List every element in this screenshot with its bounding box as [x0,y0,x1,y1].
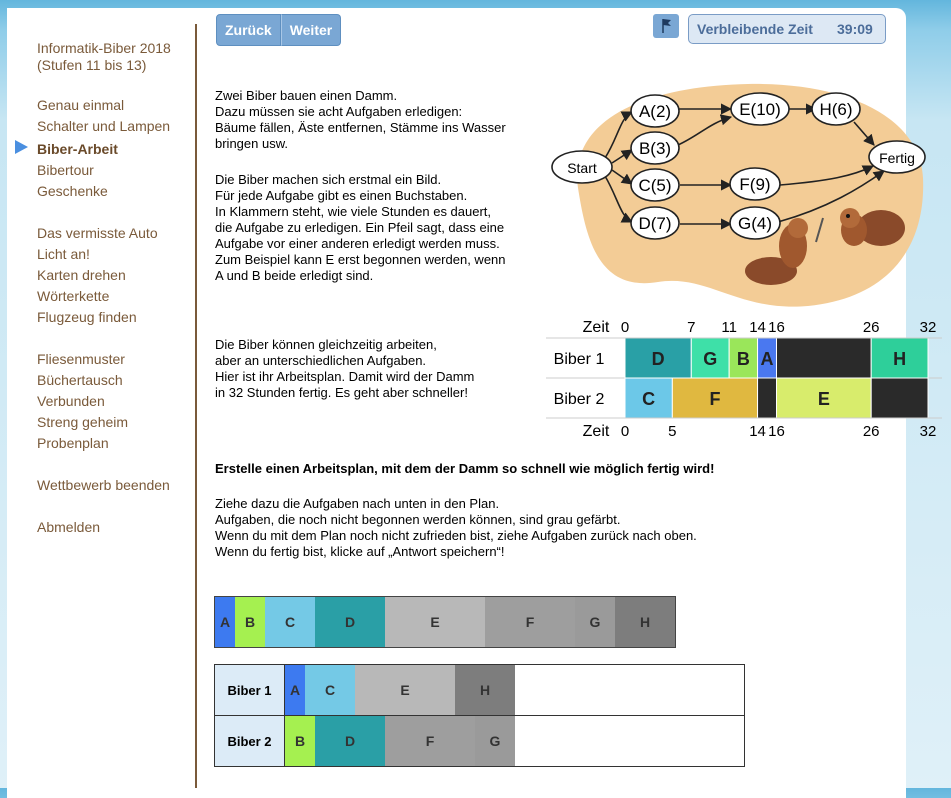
tick-label: 32 [919,423,937,440]
tick-label: 14 [749,319,766,336]
gantt-bar-label: G [703,349,718,369]
graph-node-label: D(7) [638,214,672,233]
row-task-slots[interactable] [285,716,515,766]
graph-node-label: Fertig [879,150,915,166]
task-block-b[interactable]: B [235,597,265,647]
gantt-bar [777,338,872,378]
gantt-bar-label: D [651,349,665,369]
flag-icon [653,14,679,38]
tick-label: 0 [620,423,630,440]
plan-task-block-f[interactable]: F [385,716,475,766]
text-line: Zum Beispiel kann E erst begonnen werden, wenn [215,252,506,267]
text-line: A und B beide erledigt sind. [215,268,374,283]
plan-task-block-e[interactable]: E [355,665,455,715]
gantt-bar-label: A [760,349,774,369]
task-block-a[interactable]: A [215,597,235,647]
work-plan-row-biber-2 [215,715,744,766]
text-line: In Klammern steht, wie viele Stunden es dauert, [215,204,492,219]
task-pool [214,596,676,648]
plan-task-block-b[interactable]: B [285,716,315,766]
sidebar-item-licht-an[interactable]: Licht an! [37,246,90,262]
task-block-c[interactable]: C [265,597,315,647]
sidebar-item-bibertour[interactable]: Bibertour [37,162,94,178]
contest-subtitle: (Stufen 11 bis 13) [37,57,147,73]
plan-task-block-a[interactable]: A [285,665,305,715]
tick-label: 26 [862,423,880,440]
text-line: Hier ist ihr Arbeitsplan. Damit wird der Damm [215,369,475,384]
plan-explanation-paragraph [215,337,474,401]
graph-node-label: G(4) [738,214,772,233]
remaining-time-value: 39:09 [837,21,873,37]
text-line: in 32 Stunden fertig. Es geht aber schneller! [215,385,468,400]
contest-title: Informatik-Biber 2018 [37,40,171,56]
tick-label: 0 [620,319,630,336]
back-button[interactable]: Zurück [216,14,281,46]
plan-task-block-h[interactable]: H [455,665,515,715]
nav-button-group [216,14,341,44]
current-item-arrow-icon [15,140,28,154]
gantt-bar-label: E [817,389,830,409]
next-button[interactable]: Weiter [281,14,342,46]
gantt-row-label: Biber 2 [553,391,605,408]
time-axis-label-bottom: Zeit [582,423,610,440]
sidebar-item-woerterkette[interactable]: Wörterkette [37,288,110,304]
sidebar-item-abmelden[interactable]: Abmelden [37,519,101,535]
row-label: Biber 1 [215,665,285,715]
top-tick-labels [621,319,937,336]
graph-node-label: A(2) [638,102,672,121]
task-block-f[interactable]: F [485,597,575,647]
sidebar-item-flugzeug-finden[interactable]: Flugzeug finden [37,309,137,325]
remaining-time-label: Verbleibende Zeit [697,21,813,37]
graph-node-label: E(10) [739,100,781,119]
tick-label: 16 [768,319,785,336]
text-line: Aufgaben, die noch nicht begonnen werden können, sind grau gefärbt. [215,512,621,527]
row-label: Biber 2 [215,716,285,766]
text-line: Die Biber machen sich erstmal ein Bild. [215,172,442,187]
gantt-bar-label: F [709,389,721,409]
task-block-h[interactable]: H [615,597,675,647]
gantt-bar-label: B [736,349,750,369]
text-line: Ziehe dazu die Aufgaben nach unten in den Plan. [215,496,500,511]
tick-label: 7 [687,319,696,336]
sidebar-item-verbunden[interactable]: Verbunden [37,393,105,409]
text-line: Wenn du mit dem Plan noch nicht zufrieden bist, ziehe Aufgaben zurück nach oben. [215,528,697,543]
intro-paragraph [215,88,506,152]
sidebar-item-biber-arbeit[interactable]: Biber-Arbeit [37,141,118,157]
task-dependency-graph [548,78,928,312]
sidebar-item-wettbewerb-beenden[interactable]: Wettbewerb beenden [37,477,170,493]
tick-label: 16 [768,423,785,440]
task-block-g[interactable]: G [575,597,615,647]
plan-task-block-d[interactable]: D [315,716,385,766]
gantt-bar [758,378,777,418]
tick-label: 11 [721,319,737,336]
gantt-row-label: Biber 1 [553,351,605,368]
text-line: Für jede Aufgabe gibt es einen Buchstaben. [215,188,468,203]
remaining-time-box [688,14,886,44]
work-plan-row-biber-1 [215,665,744,715]
text-line: Dazu müssen sie acht Aufgaben erledigen: [215,104,463,119]
gantt-bar-label: C [642,389,656,409]
task-block-d[interactable]: D [315,597,385,647]
sidebar-item-probenplan[interactable]: Probenplan [37,435,109,451]
text-line: Aufgabe vor einer anderen erledigt werden muss. [215,236,500,251]
tick-label: 5 [668,423,677,440]
flag-button[interactable] [653,14,679,38]
text-line: Die Biber können gleichzeitig arbeiten, [215,337,437,352]
tick-label: 32 [919,319,937,336]
graph-node-label: B(3) [638,139,672,158]
text-line: aber an unterschiedlichen Aufgaben. [215,353,427,368]
graph-explanation-paragraph [215,172,506,284]
sidebar-item-das-vermisste-auto[interactable]: Das vermisste Auto [37,225,158,241]
bottom-tick-labels [621,423,937,440]
plan-task-block-c[interactable]: C [305,665,355,715]
time-axis-label-top: Zeit [582,319,610,336]
sidebar-item-schalter-und-lampen[interactable]: Schalter und Lampen [37,118,171,134]
gantt-bar [871,378,928,418]
graph-node-label: F(9) [739,175,771,194]
text-line: bringen usw. [215,136,288,151]
task-instruction: Erstelle einen Arbeitsplan, mit dem der Damm so schnell wie möglich fertig wird! [215,461,715,476]
gantt-bar-label: H [893,349,907,369]
sidebar-divider [195,24,197,788]
text-line: Zwei Biber bauen einen Damm. [215,88,398,103]
work-plan [214,664,745,767]
graph-node-label: C(5) [638,176,672,195]
sidebar-item-genau-einmal[interactable]: Genau einmal [37,97,125,113]
task-block-e[interactable]: E [385,597,485,647]
sidebar-item-streng-geheim[interactable]: Streng geheim [37,414,129,430]
sidebar-item-fliesenmuster[interactable]: Fliesenmuster [37,351,125,367]
text-line: Bäume fällen, Äste entfernen, Stämme ins Wasser [215,120,506,135]
text-line: Wenn du fertig bist, klicke auf „Antwort speichern“! [215,544,505,559]
example-schedule-chart [546,316,942,444]
row-task-slots[interactable] [285,665,515,715]
drag-instructions-paragraph [215,496,697,560]
graph-node-label: H(6) [819,100,853,119]
sidebar-item-karten-drehen[interactable]: Karten drehen [37,267,126,283]
sidebar-item-geschenke[interactable]: Geschenke [37,183,108,199]
text-line: die Aufgabe zu erledigen. Ein Pfeil sagt, dass eine [215,220,505,235]
plan-task-block-g[interactable]: G [475,716,515,766]
sidebar-item-buechertausch[interactable]: Büchertausch [37,372,123,388]
tick-label: 14 [749,423,766,440]
graph-node-label: Start [567,160,597,176]
tick-label: 26 [862,319,880,336]
gantt-rows [546,338,942,418]
